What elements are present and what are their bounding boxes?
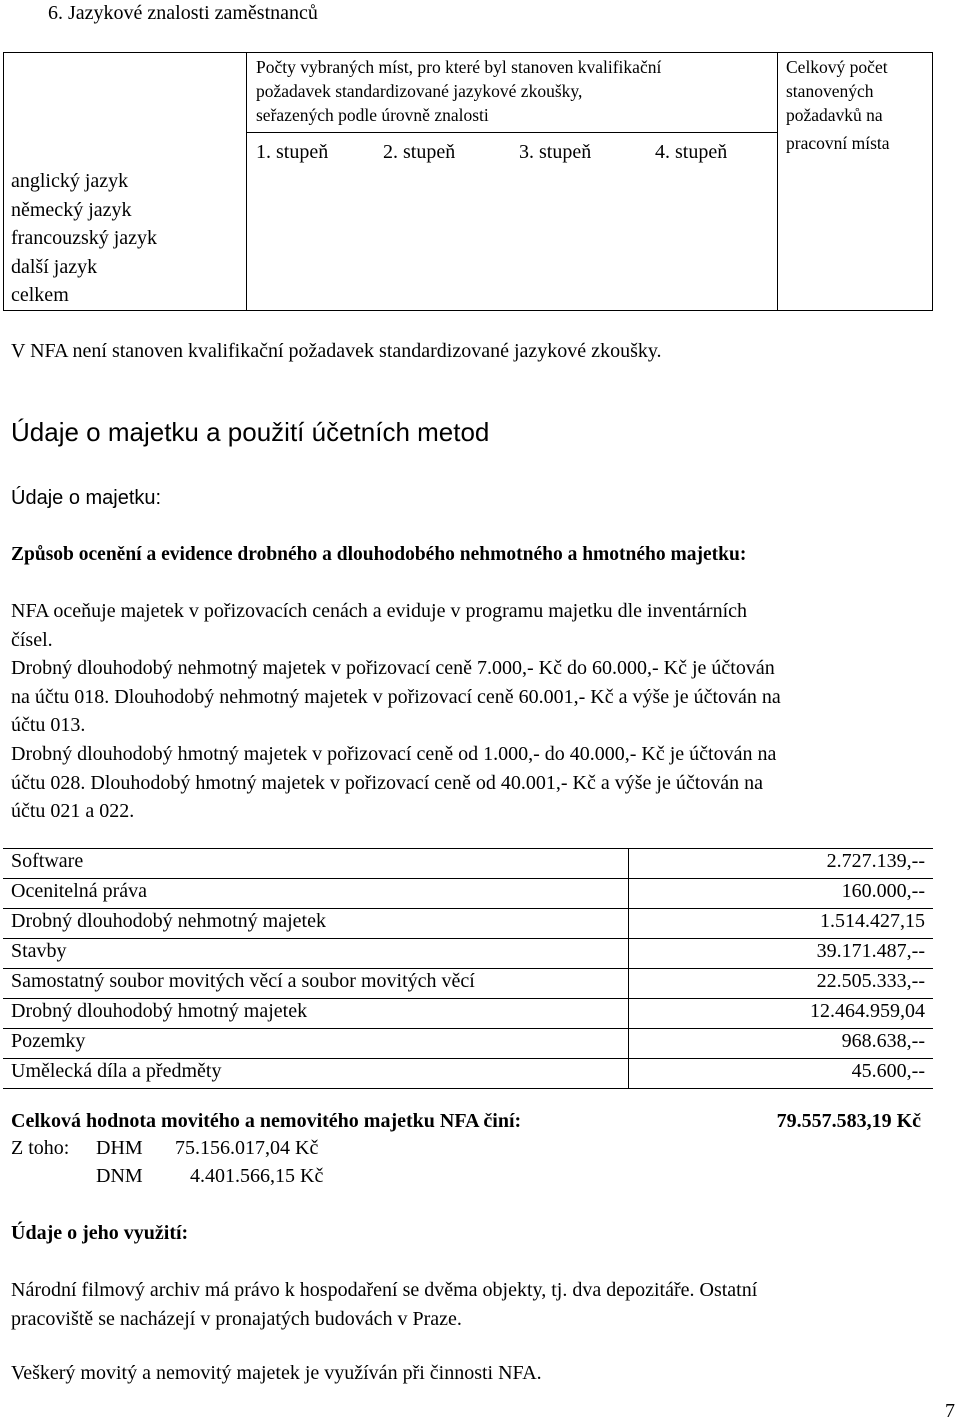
paragraph-line: pracoviště se nacházejí v pronajatých budovách v Praze. (11, 1307, 462, 1330)
table-border-bottom (3, 310, 933, 311)
paragraph-line: Národní filmový archiv má právo k hospodaření se dvěma objekty, tj. dva depozitáře. Ostatní (11, 1279, 758, 1301)
asset-name: Software (11, 850, 84, 872)
column-divider (628, 1059, 629, 1088)
header-line-1: Počty vybraných míst, pro které byl stanoven kvalifikační (256, 57, 662, 77)
paragraph-line: účtu 013. (11, 714, 86, 737)
asset-name: Umělecká díla a předměty (11, 1060, 222, 1082)
row-label-german: německý jazyk (11, 199, 132, 221)
total-header-line-1: Celkový počet (786, 57, 888, 77)
table-divider-labels (246, 52, 247, 311)
of-which-label: Z toho: (11, 1137, 70, 1159)
asset-value: 160.000,-- (841, 880, 925, 902)
asset-value: 2.727.139,-- (826, 850, 925, 872)
paragraph-archive (11, 1276, 931, 1333)
subheading-valuation-method: Způsob ocenění a evidence drobného a dlouhodobého nehmotného a hmotného majetku: (11, 544, 747, 565)
paragraph-line: na účtu 018. Dlouhodobý nehmotný majetek v pořizovací ceně 60.001,- Kč a výše je účtován na (11, 685, 781, 708)
column-divider (628, 909, 629, 938)
asset-name: Pozemky (11, 1030, 86, 1052)
asset-value: 12.464.959,04 (810, 1000, 925, 1022)
column-divider (628, 1029, 629, 1058)
table-divider-total (777, 52, 778, 311)
subheading-asset-data: Údaje o majetku: (11, 487, 162, 509)
table-row (3, 909, 933, 939)
column-divider (628, 939, 629, 968)
dnm-value: 4.401.566,15 Kč (190, 1165, 324, 1187)
asset-value-table (3, 848, 933, 1089)
column-divider (628, 969, 629, 998)
dnm-label: DNM (96, 1165, 143, 1187)
table-border-right (932, 52, 933, 311)
paragraph-line: NFA oceňuje majetek v pořizovacích cenách a eviduje v programu majetku dle inventárních (11, 600, 748, 622)
total-header-line-3: požadavků na (786, 105, 883, 125)
paragraph-line: čísel. (11, 628, 53, 651)
total-value-amount: 79.557.583,19 Kč (776, 1110, 921, 1132)
asset-name: Drobný dlouhodobý nehmotný majetek (11, 910, 326, 932)
dhm-value: 75.156.017,04 Kč (175, 1137, 319, 1159)
asset-name: Drobný dlouhodobý hmotný majetek (11, 1000, 308, 1022)
paragraph-valuation (11, 597, 931, 826)
asset-name: Samostatný soubor movitých věcí a soubor movitých věcí (11, 970, 475, 992)
grade-3: 3. stupeň (519, 141, 592, 163)
total-value-label: Celková hodnota movitého a nemovitého majetku NFA činí: (11, 1110, 522, 1132)
subheading-usage: Údaje o jeho využití: (11, 1222, 189, 1244)
grade-2: 2. stupeň (383, 141, 456, 163)
table-header-separator (246, 132, 777, 133)
page-number: 7 (945, 1400, 955, 1422)
grade-4: 4. stupeň (655, 141, 728, 163)
table-row (3, 939, 933, 969)
column-divider (628, 879, 629, 908)
paragraph-line: účtu 028. Dlouhodobý hmotný majetek v pořizovací ceně od 40.001,- Kč a výše je účtován na (11, 771, 764, 794)
column-divider (628, 849, 629, 878)
table-border-left (3, 52, 4, 311)
row-label-french: francouzský jazyk (11, 227, 158, 249)
table-row (3, 1029, 933, 1059)
language-note: V NFA není stanoven kvalifikační požadavek standardizované jazykové zkoušky. (11, 340, 662, 362)
header-line-3: seřazených podle úrovně znalosti (256, 105, 489, 125)
total-header-line-4: pracovní místa (786, 133, 890, 153)
table-row (3, 848, 933, 879)
row-label-other: další jazyk (11, 256, 98, 278)
table-row (3, 969, 933, 999)
column-divider (628, 999, 629, 1028)
grade-1: 1. stupeň (256, 141, 329, 163)
table-border-top (3, 52, 933, 53)
row-label-total: celkem (11, 284, 69, 306)
asset-name: Stavby (11, 940, 67, 962)
asset-value: 39.171.487,-- (816, 940, 925, 962)
asset-value: 45.600,-- (851, 1060, 925, 1082)
language-skills-table (3, 52, 933, 311)
table-row (3, 1059, 933, 1089)
asset-value: 22.505.333,-- (816, 970, 925, 992)
total-header-line-2: stanovených (786, 81, 874, 101)
asset-name: Ocenitelná práva (11, 880, 148, 902)
paragraph-line: Veškerý movitý a nemovitý majetek je využíván při činnosti NFA. (11, 1362, 542, 1384)
table-row (3, 879, 933, 909)
table-row (3, 999, 933, 1029)
asset-value: 1.514.427,15 (820, 910, 925, 932)
section-heading-assets: Údaje o majetku a použití účetních metod (11, 417, 490, 447)
paragraph-line: Drobný dlouhodobý hmotný majetek v pořizovací ceně od 1.000,- do 40.000,- Kč je účtován na (11, 742, 777, 765)
asset-value: 968.638,-- (841, 1030, 925, 1052)
paragraph-line: Drobný dlouhodobý nehmotný majetek v pořizovací ceně 7.000,- Kč do 60.000,- Kč je účtován (11, 657, 775, 680)
header-line-2: požadavek standardizované jazykové zkoušky, (256, 81, 583, 101)
section-6-heading: 6. Jazykové znalosti zaměstnanců (48, 2, 318, 24)
row-label-english: anglický jazyk (11, 170, 129, 192)
dhm-label: DHM (96, 1137, 143, 1159)
paragraph-usage (11, 1359, 931, 1388)
paragraph-line: účtu 021 a 022. (11, 800, 135, 823)
